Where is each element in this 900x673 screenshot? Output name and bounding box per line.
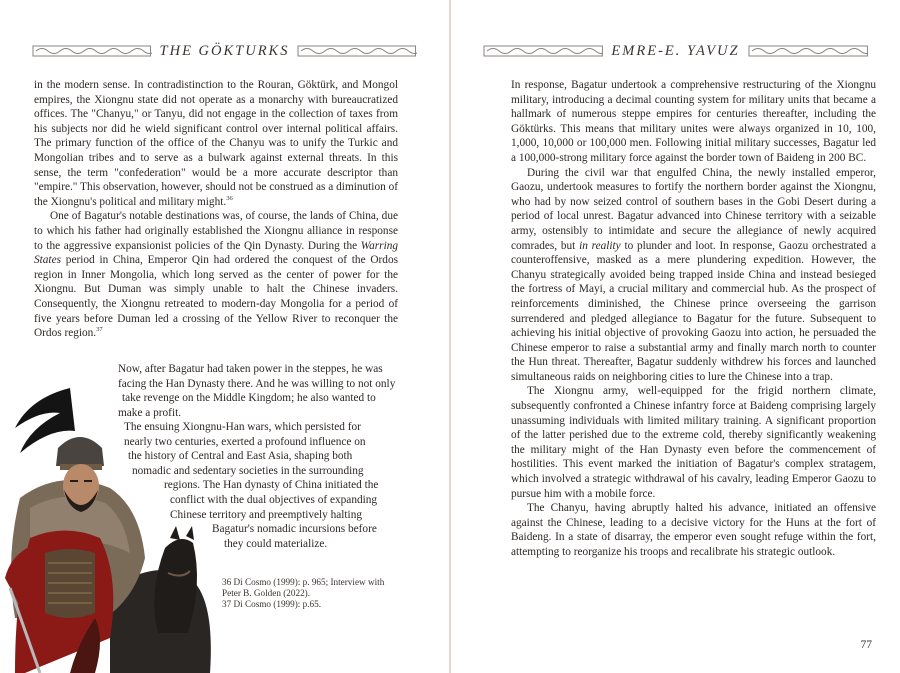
text-line: they could materialize. [224, 537, 328, 550]
text-line: conflict with the dual objectives of expanding [170, 493, 378, 506]
left-running-header [32, 40, 417, 62]
paragraph: The Chanyu, having abruptly halted his advance, initiated an offensive against the Chinese, leading to a decisive victory for the Huns at the fort of Baideng. In a state of disarray, the emperor even sought refuge within the fort, attempting to reorganize his troops and recalibrate his strategic outlook. [511, 502, 876, 558]
ornament-left-icon [483, 43, 603, 59]
right-body-text [511, 78, 876, 560]
wrapped-paragraph-4 [120, 420, 402, 551]
paragraph: One of Bagatur's notable destinations was, of course, the lands of China, due to which his father had originally established the Xiongnu alliance in response to the aggressive expansionist policies of the Qin Dynasty. During the Warring States period in China, Emperor Qin had ordered the conquest of the Ordos region in Inner Mongolia, which long served as the center of power for the Xiongnu. But Duman was simply unable to halt the Chinese invaders. Consequently, the Xiongnu retreated to modern-day Mongolia for a period of five years before Duman led a crossing of the Yellow River to reconquer the Ordos region.$^{37}$ [34, 210, 398, 340]
text-line: nearly two centuries, exerted a profound influence on [124, 435, 366, 448]
footnote-ref[interactable]: 36 [226, 194, 233, 202]
text-line: The ensuing Xiongnu-Han wars, which persisted for [124, 421, 361, 433]
paragraph: During the civil war that engulfed China, the newly installed emperor, Gaozu, undertook measures to fortify the northern border against the Xiongnu, who had by now seized control of southern bases in the Gobi Desert during a period of local unrest. Bagatur advanced into Chinese territory with a seizable army, ostensibly to intimidate and secure the allegiance of newly acquired comrades, but in reality to plunder and loot. In response, Gaozu orchestrated a counteroffensive, masked as a mere plundering expedition. However, the Chanyu strategically avoided being trapped inside China and instead besieged the fortress of Mayi, a crucial military and commercial hub. As the prospect of reinforcements diminished, the Chinese prince overseeing the garrison surrendered and pledged allegiance to Bagatur for the future. Subsequent to achieving his initial objective of provoking Gaozu into action, he persuaded the Chinese emperor to raise a substantial army and finally march north to counter the Hun threat. Thereafter, Bagatur suddenly withdrew his forces and launched simultaneous raids on neighboring cities to lure the Chinese into a trap. [511, 166, 876, 383]
ornament-right-icon [748, 43, 868, 59]
text-line: Bagatur's nomadic incursions before [212, 523, 377, 536]
right-page [451, 0, 900, 673]
paragraph: in the modern sense. In contradistinction to the Rouran, Göktürk, and Mongol empires, the Xiongnu state did not operate as a monarchy with bureaucratized offices. The "Chanyu," or Tanyu, did not engage in the collection of taxes from his subjects nor did he wield significant control over internal political affairs. The primary function of the office of the Chanyu was to unify the Turkic and Mongolian tribes and to serve as a bulwark against external threats. In this sense, the term "confederation" would be a more accurate descriptor than "empire." This observation, however, should not be construed as a diminution of the Xiongnu's political and military might.$^{36}$ [34, 79, 398, 208]
ornament-left-icon [32, 43, 152, 59]
left-page [0, 0, 449, 673]
ornament-right-icon [297, 43, 417, 59]
footnote: 37 Di Cosmo (1999): p.65. [222, 599, 322, 609]
text-line: facing the Han Dynasty there. And he was willing to not only [118, 377, 396, 390]
paragraph: In response, Bagatur undertook a comprehensive restructuring of the Xiongnu military, introducing a decimal counting system for military units that became a hallmark of numerous steppe empires for centuries thereafter, including the Göktürks. This means that military unites were always organized in 10, 100, 1,000, 10,000 or 100,000 men. Following initial military successes, Bagatur led a 100,000-strong military force against the border town of Baideng in 200 BC. [511, 79, 876, 164]
text-line: nomadic and sedentary societies in the surrounding [132, 464, 364, 477]
left-header-title: THE GÖKTURKS [159, 42, 290, 59]
page-number: 77 [860, 639, 872, 651]
footnote: 36 Di Cosmo (1999): p. 965; Interview with [222, 577, 385, 587]
text-line: Chinese territory and preemptively halting [170, 508, 362, 521]
text-line: take revenge on the Middle Kingdom; he also wanted to [122, 392, 376, 405]
text-line: regions. The Han dynasty of China initiated the [164, 479, 379, 492]
right-header-title: EMRE-E. YAVUZ [611, 42, 740, 59]
footnote: Peter B. Golden (2022). [222, 588, 311, 598]
footnotes [222, 577, 402, 610]
footnote-ref[interactable]: 37 [96, 326, 103, 334]
text-line: make a profit. [118, 406, 182, 419]
text-line: Now, after Bagatur had taken power in the steppes, he was [118, 363, 383, 375]
wrapped-paragraph-3 [118, 362, 400, 420]
left-body-text [34, 78, 398, 341]
paragraph: The Xiongnu army, well-equipped for the frigid northern climate, subsequently confronted a Chinese infantry force at Baideng comprising largely unassuming individuals with limited military training. A significant proportion of the latter perished due to the extreme cold, thereby significantly weakening the military might of the Han Dynasty even before the commencement of hostilities. This event marked the initiation of Bagatur's complex stratagem, which involved a strategic withdrawal of his cavalry, leading Emperor Gaozu to pursue him with a mobile force. [511, 385, 876, 500]
text-line: the history of Central and East Asia, shaping both [128, 450, 353, 463]
right-running-header [483, 40, 868, 62]
